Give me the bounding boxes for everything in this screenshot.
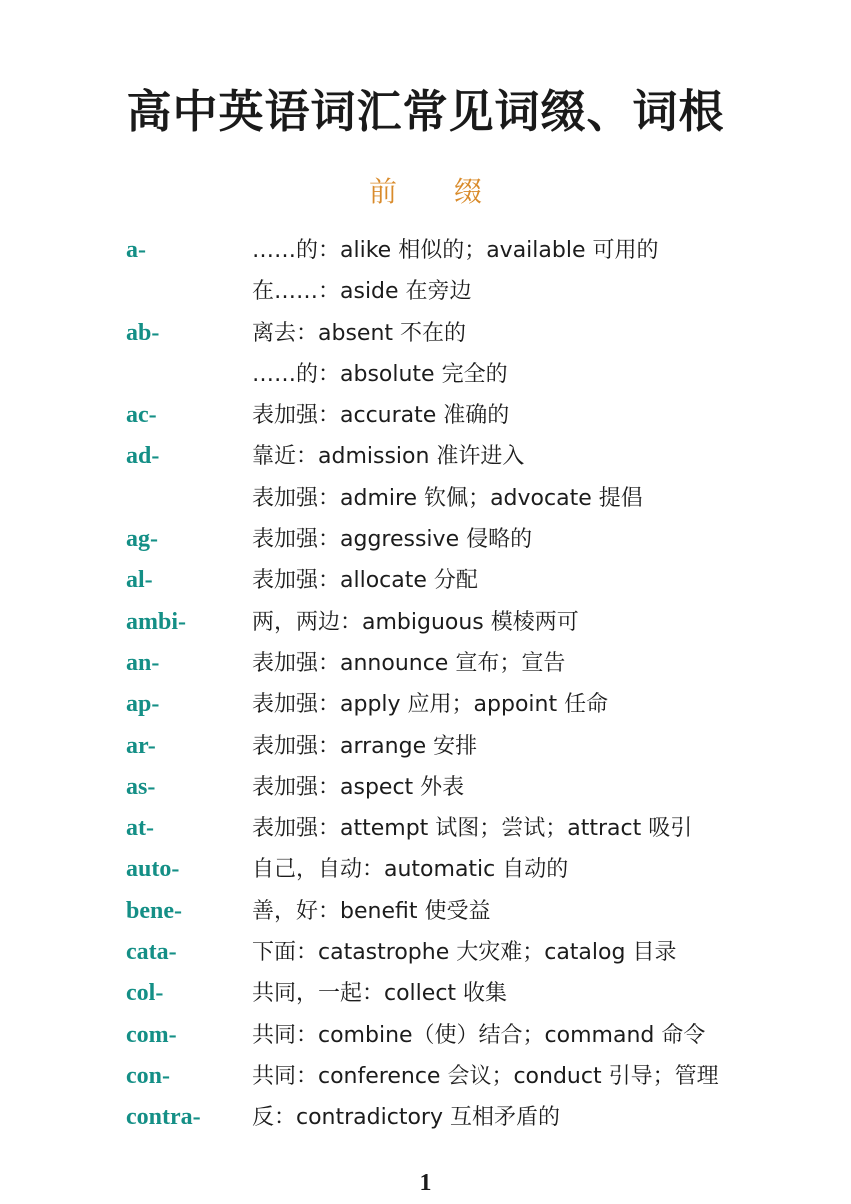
list-item [0,230,851,271]
list-item [0,519,851,560]
prefix-meaning: 离去：absent 不在的 [252,320,467,346]
prefix-term: contra- [126,1104,201,1131]
page-title: 高中英语词汇常见词缀、词根 [126,85,725,138]
prefix-term: ambi- [126,608,186,635]
prefix-term: at- [126,815,154,842]
prefix-meaning: 靠近：admission 准许进入 [252,444,525,470]
prefix-term: col- [126,980,164,1007]
prefix-meaning: 在……：aside 在旁边 [252,279,472,305]
prefix-meaning: 表加强：arrange 安排 [252,733,478,759]
prefix-meaning: 共同：combine（使）结合；command 命令 [252,1022,706,1048]
prefix-term: ag- [126,526,158,553]
list-item [0,354,851,395]
prefix-meaning: 反：contradictory 互相矛盾的 [252,1105,560,1131]
list-item [0,643,851,684]
list-item [0,560,851,601]
prefix-meaning: 自己，自动：automatic 自动的 [252,857,569,883]
prefix-meaning: 善，好：benefit 使受益 [252,898,491,924]
list-item [0,726,851,767]
list-item [0,684,851,725]
prefix-meaning: 表加强：allocate 分配 [252,568,478,594]
section-heading: 前 缀 [369,175,506,208]
list-item [0,808,851,849]
list-item [0,932,851,973]
list-item [0,1056,851,1097]
prefix-meaning: ……的：absolute 完全的 [252,361,508,387]
prefix-term: as- [126,773,156,800]
prefix-term: ab- [126,319,160,346]
prefix-term: com- [126,1021,177,1048]
prefix-meaning: 表加强：accurate 准确的 [252,403,510,429]
page-number: 1 [419,1170,432,1196]
prefix-list [0,230,851,1139]
prefix-term: al- [126,567,153,594]
list-item [0,973,851,1014]
list-item [0,767,851,808]
prefix-term: ac- [126,402,157,429]
prefix-meaning: 共同：conference 会议；conduct 引导；管理 [252,1063,719,1089]
prefix-meaning: 表加强：admire 钦佩；advocate 提倡 [252,485,643,511]
list-item [0,436,851,477]
prefix-term: ad- [126,443,160,470]
prefix-term: auto- [126,856,180,883]
prefix-meaning: 表加强：aggressive 侵略的 [252,527,533,553]
prefix-meaning: ……的：alike 相似的；available 可用的 [252,238,659,263]
prefix-term: con- [126,1062,170,1089]
prefix-term: bene- [126,897,182,924]
prefix-meaning: 表加强：apply 应用；appoint 任命 [252,692,609,718]
prefix-meaning: 下面：catastrophe 大灾难；catalog 目录 [252,940,677,966]
list-item [0,1015,851,1056]
prefix-meaning: 共同，一起：collect 收集 [252,981,508,1007]
list-item [0,891,851,932]
prefix-term: ar- [126,732,156,759]
list-item [0,602,851,643]
list-item [0,1097,851,1138]
prefix-term: ap- [126,691,160,718]
list-item [0,313,851,354]
list-item [0,478,851,519]
prefix-term: a- [126,237,146,263]
prefix-term: cata- [126,939,177,966]
prefix-meaning: 两，两边：ambiguous 模棱两可 [252,609,579,635]
prefix-term: an- [126,649,160,676]
prefix-meaning: 表加强：attempt 试图；尝试；attract 吸引 [252,816,693,842]
prefix-meaning: 表加强：announce 宣布；宣告 [252,650,566,676]
list-item [0,395,851,436]
list-item [0,271,851,312]
list-item [0,849,851,890]
prefix-meaning: 表加强：aspect 外表 [252,774,465,800]
